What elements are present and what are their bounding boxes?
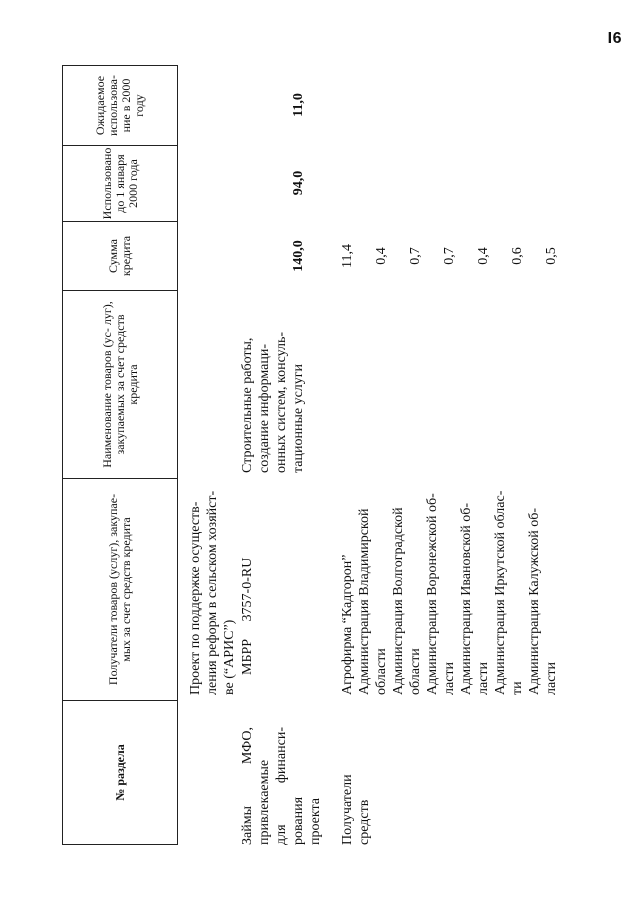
recipient-name: ти	[510, 681, 525, 695]
header-expected: Ожидаемое использова- ние в 2000 году	[62, 65, 178, 146]
recipient-name: ласти	[544, 661, 559, 695]
table-header	[62, 65, 178, 845]
recipient-name: ласти	[476, 661, 491, 695]
rotated-table-page	[62, 65, 602, 845]
recipient-sum: 0,4	[374, 247, 389, 265]
goods-line: создание информаци-	[257, 344, 272, 473]
recipients-label-line: средств	[357, 799, 372, 845]
recipient-name: Агрофирма “Кадгорон”	[340, 554, 355, 695]
recipient-name: области	[408, 648, 423, 695]
section-label-line: привлекаемые	[257, 759, 272, 845]
section-label-line: Займы МФО,	[240, 727, 255, 845]
recipient-sum: 11,4	[340, 244, 355, 268]
recipient-name: Администрация Владимирской	[357, 508, 372, 695]
section-used: 94,0	[291, 170, 306, 196]
goods-line: тационные услуги	[291, 363, 306, 473]
header-recipients: Получатели товаров (услуг), закупае- мых за счет средств кредита	[62, 478, 178, 701]
recipient-sum: 0,4	[476, 247, 491, 265]
project-line: МБРР 3757-0-RU	[240, 557, 255, 675]
recipient-sum: 0,7	[408, 247, 423, 265]
recipient-sum: 0,7	[442, 247, 457, 265]
header-goods: Наименование товаров (ус- луг), закупаемых за счет средств кредита	[62, 290, 178, 479]
goods-line: Строительные работы,	[240, 337, 255, 473]
recipient-sum: 0,5	[544, 247, 559, 265]
goods-line: онных систем, консуль-	[274, 331, 289, 473]
recipient-name: Администрация Воронежской об-	[425, 493, 440, 695]
project-line: ления реформ в сельском хозяйст-	[205, 490, 220, 695]
section-expected: 11,0	[291, 93, 306, 117]
section-label-line: проекта	[308, 798, 323, 845]
page-number: I6	[607, 30, 622, 47]
recipient-name: области	[374, 648, 389, 695]
recipient-name: ласти	[442, 661, 457, 695]
header-used: Использовано до 1 января 2000 года	[62, 145, 178, 222]
header-section-number: № раздела	[62, 700, 178, 845]
section-label-line: для финанси-	[274, 727, 289, 845]
project-line: Проект по поддержке осуществ-	[188, 501, 203, 695]
recipient-name: Администрация Иркутской облас-	[493, 490, 508, 695]
recipients-label-line: Получатели	[340, 774, 355, 845]
section-label-line: рования	[291, 796, 306, 845]
section-credit-sum: 140,0	[291, 240, 306, 272]
header-credit-sum: Сумма кредита	[62, 221, 178, 291]
recipient-name: Администрация Ивановской об-	[459, 502, 474, 695]
project-line: ве (“АРИС”)	[222, 619, 237, 695]
recipient-name: Администрация Волгоградской	[391, 507, 406, 695]
recipient-sum: 0,6	[510, 247, 525, 265]
recipient-name: Администрация Калужской об-	[527, 507, 542, 695]
